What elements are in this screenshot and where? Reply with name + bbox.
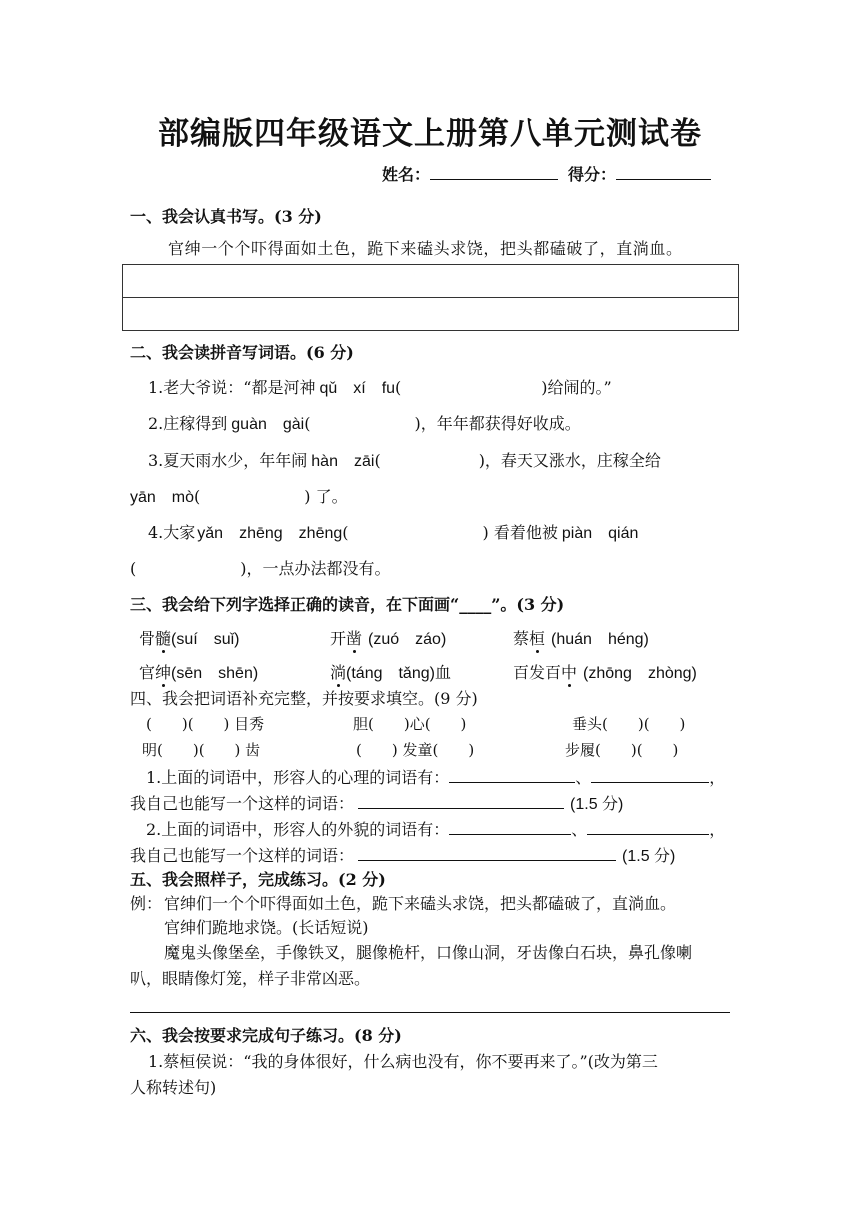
- q-text: (: [342, 523, 349, 542]
- pinyin: yān mò: [130, 489, 195, 506]
- q-text: 1.上面的词语中，形容人的心理的词语有：: [146, 768, 450, 787]
- q-text: ) 了。: [304, 487, 348, 506]
- pinyin: piàn qián: [561, 525, 639, 542]
- pinyin-options[interactable]: (táng tǎng): [346, 665, 435, 682]
- dotted-char: 桓: [529, 629, 546, 648]
- writing-box: [122, 264, 739, 331]
- s4-question-2-cont: [130, 843, 675, 866]
- q-text: 、: [575, 768, 592, 787]
- task-sentence-line-2: 叭，眼睛像灯笼，样子非常凶恶。: [130, 969, 371, 988]
- s2-question-4-cont: [130, 556, 391, 579]
- section-5-heading: 五、我会照样子，完成练习。(2 分): [130, 870, 386, 889]
- char: 官: [139, 663, 156, 682]
- q-text: 2.上面的词语中，形容人的外貌的词语有：: [146, 820, 450, 839]
- pinyin-options[interactable]: (sēn shēn): [171, 665, 259, 682]
- s2-question-2: [148, 411, 581, 434]
- q-text: )，年年都获得好收成。: [414, 414, 581, 433]
- pinyin: guàn gài: [231, 416, 305, 433]
- s3-item-1: [139, 626, 240, 649]
- section-2-heading: 二、我会读拼音写词语。(6 分): [130, 343, 354, 362]
- q-text: 2.庄稼得到: [148, 414, 228, 433]
- example-answer: 官绅们跪地求饶。(长话短说): [164, 918, 369, 937]
- section-4-heading: 四、我会把词语补充完整，并按要求填空。(9 分): [130, 689, 478, 708]
- s3-item-5: [330, 660, 451, 683]
- idiom-5[interactable]: ( ) 发童( ): [356, 741, 475, 759]
- pinyin-options[interactable]: (suí suǐ): [171, 631, 240, 648]
- example-label: 例：: [130, 894, 163, 913]
- answer-blank[interactable]: [358, 794, 564, 809]
- section-1-heading: 一、我会认真书写。(3 分): [130, 207, 322, 226]
- score-blank[interactable]: [616, 165, 711, 180]
- q-text: ) 看着他被: [482, 523, 558, 542]
- section-3-heading: 三、我会给下列字选择正确的读音，在下面画“____”。(3 分): [130, 595, 565, 614]
- q-text: 4.大家: [148, 523, 196, 542]
- example-sentence: 官绅们一个个吓得面如土色，跪下来磕头求饶，把头都磕破了，直淌血。: [164, 894, 677, 913]
- task-sentence-line-1: 魔鬼头像堡垒，手像铁叉，腿像桅杆，口像山洞，牙齿像白石块，鼻孔像喇: [164, 943, 693, 962]
- pinyin: qǔ xí fu: [319, 380, 396, 397]
- s4-question-1: [146, 765, 725, 788]
- section-6-heading: 六、我会按要求完成句子练习。(8 分): [130, 1026, 402, 1045]
- section-1-sentence: 官绅一个个吓得面如土色，跪下来磕头求饶，把头都磕破了，直淌血。: [168, 239, 683, 258]
- q-text: )，一点办法都没有。: [240, 559, 391, 578]
- writing-row[interactable]: [123, 265, 738, 298]
- pinyin: hàn zāi: [311, 453, 375, 470]
- page-title: 部编版四年级语文上册第八单元测试卷: [158, 116, 702, 152]
- answer-blank[interactable]: [587, 820, 709, 835]
- pinyin-options[interactable]: (huán héng): [551, 631, 649, 648]
- s3-item-3: [513, 626, 649, 649]
- answer-line[interactable]: [130, 1012, 730, 1013]
- q-text: (: [130, 559, 137, 578]
- s3-item-6: [513, 660, 697, 683]
- q-text: 、: [571, 820, 588, 839]
- answer-blank[interactable]: [449, 768, 575, 783]
- char: 蔡: [513, 629, 530, 648]
- q-text: ，: [709, 820, 726, 839]
- points: (1.5 分): [570, 796, 624, 813]
- s3-item-2: [330, 626, 446, 649]
- q-text: 1.老大爷说：“都是河神: [148, 378, 316, 397]
- points: (1.5 分): [622, 848, 676, 865]
- name-label: 姓名：: [382, 165, 431, 184]
- name-score-line: [382, 162, 711, 185]
- q-text: (: [374, 451, 381, 470]
- idiom-6[interactable]: 步履( )( ): [565, 741, 679, 759]
- char: 开: [330, 629, 347, 648]
- s2-question-4: [148, 520, 638, 543]
- answer-blank[interactable]: [358, 846, 616, 861]
- dotted-char: 绅: [155, 663, 172, 682]
- idiom-3[interactable]: 垂头( )( ): [572, 715, 686, 733]
- s2-question-3: [148, 448, 661, 471]
- pinyin: yǎn zhēng zhēng: [197, 525, 343, 542]
- s4-question-2: [146, 817, 725, 840]
- writing-row[interactable]: [123, 298, 738, 330]
- q-text: 我自己也能写一个这样的词语：: [130, 846, 355, 865]
- s6-question-1-cont: 人称转述句): [130, 1078, 217, 1097]
- q-text: 3.夏天雨水少，年年闹: [148, 451, 308, 470]
- s2-question-1: [148, 375, 612, 398]
- s2-question-3-cont: [130, 484, 348, 507]
- q-text: (: [395, 378, 402, 397]
- idiom-4[interactable]: 明( )( ) 齿: [142, 741, 261, 759]
- s4-question-1-cont: [130, 791, 623, 814]
- pinyin-options[interactable]: (zhōng zhòng): [583, 665, 697, 682]
- answer-blank[interactable]: [591, 768, 709, 783]
- q-text: )，春天又涨水，庄稼全给: [478, 451, 661, 470]
- s6-question-1: 1.蔡桓侯说：“我的身体很好，什么病也没有，你不要再来了。”(改为第三: [148, 1052, 658, 1071]
- name-blank[interactable]: [430, 165, 558, 180]
- q-text: (: [194, 487, 201, 506]
- char: 百发百: [513, 663, 562, 682]
- char: 骨: [139, 629, 156, 648]
- idiom-2[interactable]: 胆( )心( ): [353, 715, 467, 733]
- dotted-char: 髓: [155, 629, 172, 648]
- q-text: ，: [709, 768, 726, 787]
- dotted-char: 淌: [330, 663, 347, 682]
- idiom-1[interactable]: ( )( ) 目秀: [146, 715, 265, 733]
- pinyin-options[interactable]: (zuó záo): [368, 631, 447, 648]
- q-text: (: [304, 414, 311, 433]
- answer-blank[interactable]: [449, 820, 571, 835]
- q-text: 我自己也能写一个这样的词语：: [130, 794, 355, 813]
- score-label: 得分：: [568, 165, 617, 184]
- s3-item-4: [139, 660, 258, 683]
- dotted-char: 凿: [346, 629, 363, 648]
- dotted-char: 中: [561, 663, 578, 682]
- q-text: )给闹的。”: [541, 378, 612, 397]
- char: 血: [434, 663, 451, 682]
